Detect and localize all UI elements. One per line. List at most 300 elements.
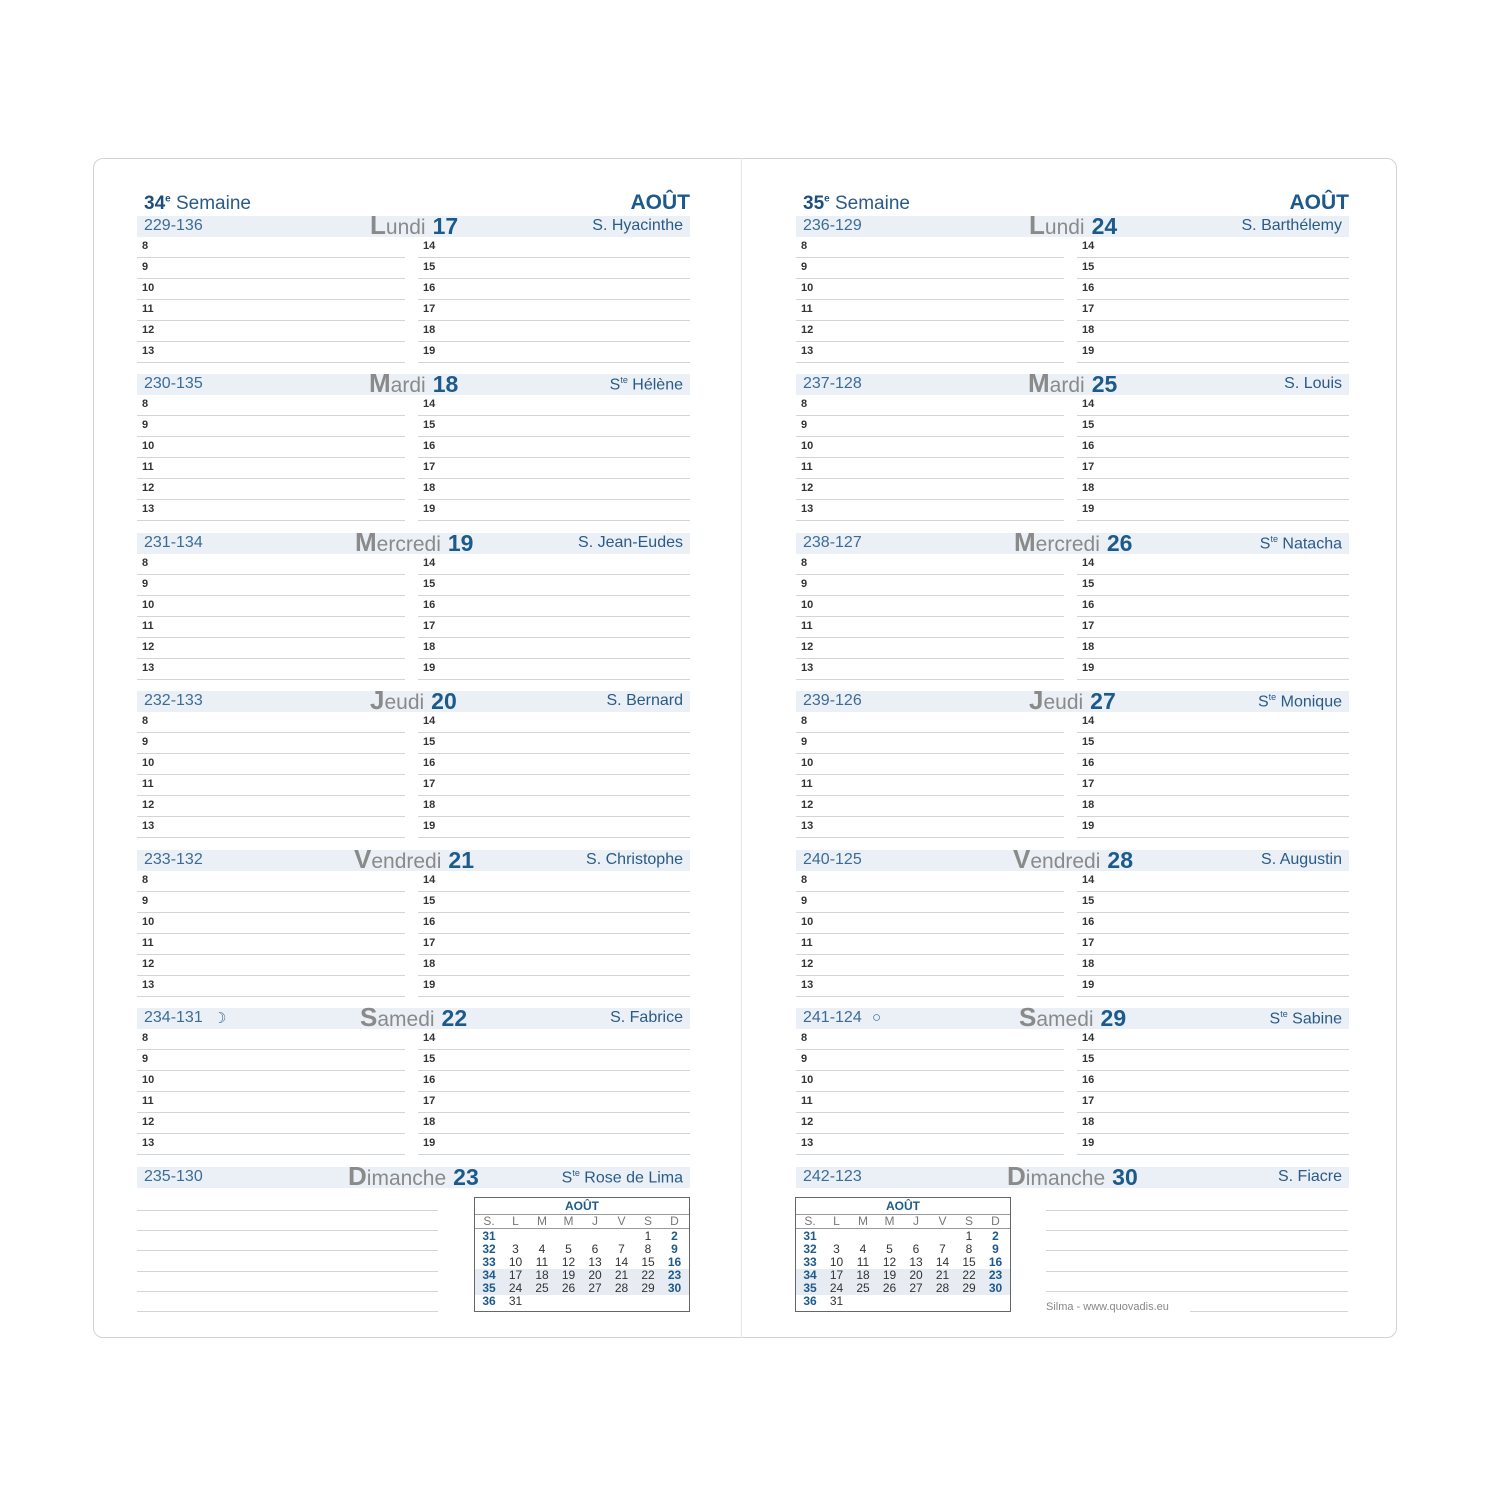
hour-slot[interactable] [137, 712, 405, 733]
sunday-note-line[interactable] [137, 1210, 438, 1211]
hour-label: 10 [142, 757, 155, 769]
hour-slot[interactable] [1077, 258, 1349, 279]
hour-slot[interactable] [1077, 554, 1349, 575]
calendar-day: 11 [856, 1255, 870, 1269]
saint-name: Fiacre [1297, 1168, 1342, 1185]
hour-slot[interactable] [796, 279, 1064, 300]
hour-label: 19 [423, 979, 436, 991]
hour-slot[interactable] [1077, 712, 1349, 733]
hour-label: 10 [801, 1074, 814, 1086]
hour-label: 15 [1082, 1053, 1095, 1065]
hour-slot[interactable] [796, 934, 1064, 955]
calendar-day: 30 [667, 1281, 682, 1295]
hour-slot[interactable] [1077, 300, 1349, 321]
mini-calendar-week [475, 1295, 689, 1308]
day-header [137, 1002, 690, 1032]
day-name: eudi [384, 691, 425, 714]
hour-slot[interactable] [137, 575, 405, 596]
hour-slot[interactable] [137, 1134, 405, 1155]
hour-label: 15 [1082, 261, 1095, 273]
calendar-day: 25 [856, 1281, 870, 1295]
hour-slot[interactable] [137, 796, 405, 817]
calendar-day: 19 [561, 1268, 576, 1282]
hour-slot[interactable] [418, 416, 690, 437]
week-number: 35 [482, 1281, 496, 1295]
hour-label: 16 [1082, 282, 1095, 294]
hour-label: 10 [142, 916, 155, 928]
hour-slot[interactable] [796, 1134, 1064, 1155]
saint-name: Hélène [632, 376, 683, 394]
hour-slot[interactable] [796, 1029, 1064, 1050]
hour-slot[interactable] [418, 1050, 690, 1071]
hour-slot[interactable] [418, 342, 690, 363]
hour-slot[interactable] [1077, 279, 1349, 300]
hour-slot[interactable] [1077, 892, 1349, 913]
footer-line [1190, 1311, 1348, 1312]
hour-slot[interactable] [418, 237, 690, 258]
hour-label: 13 [801, 503, 814, 515]
hour-slot[interactable] [137, 659, 405, 680]
hour-label: 14 [423, 874, 436, 886]
hour-slot[interactable] [1077, 342, 1349, 363]
mini-calendar [795, 1197, 1011, 1312]
hour-slot[interactable] [1077, 913, 1349, 934]
hour-slot[interactable] [137, 976, 405, 997]
hour-slot[interactable] [418, 934, 690, 955]
hour-label: 18 [423, 482, 436, 494]
hour-label: 8 [142, 1032, 149, 1044]
hour-slot[interactable] [1077, 395, 1349, 416]
hour-slot[interactable] [137, 775, 405, 796]
day-of-year: 233-132 [144, 851, 203, 868]
hour-label: 12 [801, 324, 814, 336]
hour-slot[interactable] [418, 437, 690, 458]
moon-first-quarter-icon: ☽ [213, 1010, 227, 1027]
mini-calendar-week [796, 1295, 1010, 1308]
hour-label: 12 [142, 958, 155, 970]
day-of-year: 237-128 [803, 375, 862, 392]
day-header [796, 685, 1349, 715]
week-number-value: 35 [803, 193, 825, 214]
calendar-day: 8 [644, 1242, 652, 1256]
hour-slot[interactable] [796, 342, 1064, 363]
week-number: 32 [482, 1242, 496, 1256]
hour-slot[interactable] [1077, 458, 1349, 479]
calendar-day: 21 [935, 1268, 950, 1282]
hour-slot[interactable] [1077, 817, 1349, 838]
hour-slot[interactable] [137, 817, 405, 838]
hour-label: 18 [423, 1116, 436, 1128]
hour-slot[interactable] [418, 712, 690, 733]
hour-label: 16 [423, 1074, 436, 1086]
hour-slot[interactable] [796, 617, 1064, 638]
hour-slot[interactable] [1077, 617, 1349, 638]
day-date: 19 [447, 530, 474, 556]
sunday-note-line[interactable] [1046, 1210, 1348, 1211]
hour-slot[interactable] [137, 554, 405, 575]
hour-label: 17 [1082, 1095, 1095, 1107]
calendar-day: 23 [667, 1268, 682, 1282]
hour-slot[interactable] [796, 1113, 1064, 1134]
hour-slot[interactable] [418, 300, 690, 321]
hour-slot[interactable] [137, 395, 405, 416]
day-of-year: 236-129 [803, 217, 862, 234]
day-of-year: 238-127 [803, 534, 862, 551]
week-number: 36 [803, 1294, 817, 1308]
hour-label: 15 [423, 1053, 436, 1065]
day-header [796, 527, 1349, 557]
hour-slot[interactable] [418, 258, 690, 279]
hour-label: 8 [801, 715, 808, 727]
day-name-initial: D [348, 1161, 367, 1191]
hour-slot[interactable] [137, 1029, 405, 1050]
mini-calendar [474, 1197, 690, 1312]
hour-label: 11 [142, 461, 154, 473]
hour-slot[interactable] [796, 458, 1064, 479]
hour-label: 11 [801, 620, 813, 632]
hour-slot[interactable] [137, 596, 405, 617]
day-title [348, 1159, 479, 1196]
calendar-day: 23 [988, 1268, 1003, 1282]
hour-slot[interactable] [418, 617, 690, 638]
hour-slot[interactable] [418, 500, 690, 521]
saint-of-day [586, 851, 683, 869]
hour-slot[interactable] [796, 596, 1064, 617]
hour-slot[interactable] [418, 1092, 690, 1113]
hour-label: 14 [1082, 557, 1095, 569]
calendar-day: 6 [591, 1242, 599, 1256]
hour-slot[interactable] [418, 395, 690, 416]
hour-slot[interactable] [1077, 976, 1349, 997]
hour-slot[interactable] [137, 1071, 405, 1092]
weekday-header: J [592, 1214, 598, 1228]
sunday-note-line[interactable] [137, 1271, 438, 1272]
hour-label: 16 [1082, 440, 1095, 452]
hour-label: 9 [801, 895, 808, 907]
hour-slot[interactable] [796, 479, 1064, 500]
day-date: 21 [448, 847, 474, 873]
hour-slot[interactable] [1077, 934, 1349, 955]
hour-slot[interactable] [796, 976, 1064, 997]
sunday-note-line[interactable] [137, 1291, 438, 1292]
hour-label: 10 [142, 282, 155, 294]
hour-slot[interactable] [137, 871, 405, 892]
day-header [796, 368, 1349, 398]
hour-slot[interactable] [796, 955, 1064, 976]
hour-label: 19 [423, 1137, 436, 1149]
hour-slot[interactable] [1077, 416, 1349, 437]
hour-slot[interactable] [1077, 1092, 1349, 1113]
calendar-day: 2 [671, 1229, 678, 1243]
hour-label: 13 [801, 979, 814, 991]
hour-label: 9 [801, 736, 808, 748]
hour-slot[interactable] [796, 237, 1064, 258]
calendar-day: 4 [538, 1242, 546, 1256]
hour-slot[interactable] [418, 1134, 690, 1155]
hour-slot[interactable] [418, 754, 690, 775]
hour-label: 15 [1082, 736, 1095, 748]
calendar-day: 24 [508, 1281, 523, 1295]
hour-label: 14 [423, 398, 436, 410]
hour-slot[interactable] [1077, 575, 1349, 596]
day-name: ercredi [376, 533, 441, 556]
hour-label: 18 [1082, 1116, 1095, 1128]
hour-slot[interactable] [796, 575, 1064, 596]
hour-slot[interactable] [137, 321, 405, 342]
hour-slot[interactable] [1077, 237, 1349, 258]
hour-slot[interactable] [418, 575, 690, 596]
hour-slot[interactable] [1077, 659, 1349, 680]
hour-slot[interactable] [796, 775, 1064, 796]
hour-slot[interactable] [796, 500, 1064, 521]
saint-prefix: S [1259, 535, 1271, 553]
hour-slot[interactable] [1077, 479, 1349, 500]
calendar-day: 17 [508, 1268, 523, 1282]
hour-slot[interactable] [137, 1092, 405, 1113]
weekday-header: S. [483, 1214, 495, 1228]
hour-slot[interactable] [1077, 638, 1349, 659]
hour-slot[interactable] [796, 1050, 1064, 1071]
hour-slot[interactable] [418, 976, 690, 997]
calendar-day: 9 [671, 1242, 678, 1256]
hour-slot[interactable] [796, 913, 1064, 934]
hour-slot[interactable] [137, 437, 405, 458]
hour-slot[interactable] [1077, 1029, 1349, 1050]
calendar-day: 13 [909, 1255, 923, 1269]
hour-slot[interactable] [137, 638, 405, 659]
hour-slot[interactable] [796, 659, 1064, 680]
hour-slot[interactable] [796, 321, 1064, 342]
hour-slot[interactable] [418, 871, 690, 892]
hour-slot[interactable] [137, 342, 405, 363]
hour-slot[interactable] [796, 871, 1064, 892]
calendar-day: 20 [909, 1268, 923, 1282]
hour-label: 8 [142, 557, 149, 569]
calendar-day: 31 [508, 1294, 523, 1308]
sunday-note-line[interactable] [137, 1250, 438, 1251]
day-date: 27 [1090, 688, 1116, 714]
hour-slot[interactable] [137, 892, 405, 913]
calendar-day: 28 [614, 1281, 629, 1295]
hour-slot[interactable] [1077, 1050, 1349, 1071]
hour-label: 14 [1082, 715, 1095, 727]
saint-name: Hyacinthe [611, 217, 683, 234]
hour-slot[interactable] [1077, 500, 1349, 521]
day-name-initial: S [1019, 1002, 1037, 1032]
hour-label: 17 [423, 937, 436, 949]
page-fold [741, 158, 742, 1338]
hour-slot[interactable] [1077, 596, 1349, 617]
hour-label: 10 [142, 1074, 155, 1086]
hour-slot[interactable] [796, 638, 1064, 659]
hour-slot[interactable] [418, 638, 690, 659]
hour-slot[interactable] [137, 416, 405, 437]
hour-slot[interactable] [137, 500, 405, 521]
mini-calendar-week [475, 1256, 689, 1269]
day-of-year: 240-125 [803, 851, 862, 868]
hour-slot[interactable] [796, 300, 1064, 321]
day-of-year: 235-130 [144, 1168, 203, 1185]
hour-label: 14 [423, 1032, 436, 1044]
hour-slot[interactable] [137, 479, 405, 500]
hour-label: 8 [142, 874, 149, 886]
hour-label: 18 [423, 958, 436, 970]
calendar-day: 20 [588, 1268, 602, 1282]
saint-of-day [592, 217, 683, 235]
mini-calendar-week [475, 1243, 689, 1256]
hour-slot[interactable] [1077, 733, 1349, 754]
hour-slot[interactable] [1077, 321, 1349, 342]
sunday-note-line[interactable] [1046, 1291, 1348, 1292]
hour-slot[interactable] [418, 596, 690, 617]
sunday-note-line[interactable] [137, 1230, 438, 1231]
hour-slot[interactable] [1077, 796, 1349, 817]
week-number: 35 [803, 1281, 817, 1295]
hour-slot[interactable] [1077, 1071, 1349, 1092]
day-title [1007, 1159, 1138, 1196]
hour-slot[interactable] [137, 733, 405, 754]
hour-slot[interactable] [137, 955, 405, 976]
hour-slot[interactable] [418, 554, 690, 575]
hour-slot[interactable] [137, 300, 405, 321]
mini-calendar-week [796, 1256, 1010, 1269]
hour-slot[interactable] [418, 458, 690, 479]
hour-slot[interactable] [1077, 775, 1349, 796]
hour-slot[interactable] [418, 279, 690, 300]
hour-slot[interactable] [137, 258, 405, 279]
sunday-note-line[interactable] [1046, 1230, 1348, 1231]
day-name: imanche [1025, 1167, 1106, 1190]
saint-name: Natacha [1282, 535, 1342, 553]
hour-label: 12 [801, 1116, 814, 1128]
hour-label: 9 [801, 419, 808, 431]
hour-label: 10 [801, 757, 814, 769]
hour-slot[interactable] [418, 479, 690, 500]
hour-slot[interactable] [1077, 437, 1349, 458]
hour-slot[interactable] [796, 437, 1064, 458]
hour-slot[interactable] [1077, 955, 1349, 976]
calendar-day: 31 [829, 1294, 844, 1308]
saint-of-day [1284, 375, 1342, 393]
day-date: 26 [1106, 530, 1133, 556]
hour-slot[interactable] [418, 955, 690, 976]
hour-slot[interactable] [137, 279, 405, 300]
calendar-day: 4 [859, 1242, 867, 1256]
calendar-day: 17 [829, 1268, 844, 1282]
week-number-value: 34 [144, 193, 166, 214]
hour-label: 12 [142, 324, 155, 336]
hour-label: 13 [801, 820, 814, 832]
hour-slot[interactable] [418, 817, 690, 838]
hour-label: 9 [801, 261, 808, 273]
hour-slot[interactable] [796, 712, 1064, 733]
hour-slot[interactable] [418, 659, 690, 680]
hour-slot[interactable] [137, 1050, 405, 1071]
sunday-note-line[interactable] [1046, 1271, 1348, 1272]
hour-slot[interactable] [796, 754, 1064, 775]
hour-label: 14 [423, 240, 436, 252]
calendar-day: 9 [992, 1242, 999, 1256]
hour-slot[interactable] [1077, 1134, 1349, 1155]
hour-slot[interactable] [418, 796, 690, 817]
hour-label: 15 [1082, 895, 1095, 907]
hour-slot[interactable] [137, 754, 405, 775]
hour-label: 19 [1082, 503, 1095, 515]
day-name-initial: S [360, 1002, 378, 1032]
hour-slot[interactable] [796, 258, 1064, 279]
hour-label: 18 [1082, 958, 1095, 970]
saint-of-day [607, 692, 684, 710]
calendar-day: 3 [833, 1242, 840, 1256]
day-of-year: 239-126 [803, 692, 862, 709]
hour-slot[interactable] [796, 733, 1064, 754]
day-name: amedi [1036, 1008, 1094, 1031]
hour-label: 9 [142, 736, 149, 748]
hour-label: 14 [1082, 1032, 1095, 1044]
saint-prefix-superscript: te [1268, 692, 1277, 702]
hour-slot[interactable] [137, 458, 405, 479]
hour-slot[interactable] [418, 913, 690, 934]
day-of-year: 241-124 [803, 1009, 862, 1026]
hour-label: 12 [142, 1116, 155, 1128]
hour-label: 19 [1082, 662, 1095, 674]
day-header [137, 685, 690, 715]
hour-slot[interactable] [796, 416, 1064, 437]
hour-slot[interactable] [796, 554, 1064, 575]
hour-slot[interactable] [796, 1092, 1064, 1113]
hour-slot[interactable] [137, 1113, 405, 1134]
hour-slot[interactable] [1077, 1113, 1349, 1134]
saint-prefix: S. [578, 534, 594, 551]
hour-label: 12 [142, 799, 155, 811]
saint-of-day [1261, 851, 1342, 869]
hour-slot[interactable] [418, 1071, 690, 1092]
day-date: 28 [1107, 847, 1133, 873]
hour-slot[interactable] [796, 796, 1064, 817]
day-date: 17 [432, 213, 459, 239]
hour-slot[interactable] [1077, 754, 1349, 775]
day-of-year: 232-133 [144, 692, 203, 709]
hour-slot[interactable] [796, 892, 1064, 913]
hour-slot[interactable] [1077, 871, 1349, 892]
hour-slot[interactable] [418, 1113, 690, 1134]
hour-slot[interactable] [137, 934, 405, 955]
hour-slot[interactable] [418, 321, 690, 342]
sunday-note-line[interactable] [137, 1311, 438, 1312]
sunday-note-line[interactable] [1046, 1250, 1348, 1251]
hour-slot[interactable] [137, 913, 405, 934]
hour-label: 13 [801, 345, 814, 357]
hour-slot[interactable] [418, 1029, 690, 1050]
saint-prefix: S. [1277, 1168, 1294, 1185]
hour-slot[interactable] [796, 1071, 1064, 1092]
hour-slot[interactable] [796, 395, 1064, 416]
hour-slot[interactable] [137, 237, 405, 258]
week-number: 32 [803, 1242, 817, 1256]
hour-slot[interactable] [137, 617, 405, 638]
saint-name: Barthélemy [1261, 217, 1342, 234]
weekday-header: S. [804, 1214, 816, 1228]
hour-label: 16 [423, 282, 436, 294]
hour-slot[interactable] [418, 892, 690, 913]
hour-slot[interactable] [418, 775, 690, 796]
day-date: 20 [431, 688, 457, 714]
hour-slot[interactable] [796, 817, 1064, 838]
hour-slot[interactable] [418, 733, 690, 754]
hour-label: 13 [142, 820, 155, 832]
calendar-day: 21 [614, 1268, 629, 1282]
saint-prefix: S [609, 376, 621, 394]
